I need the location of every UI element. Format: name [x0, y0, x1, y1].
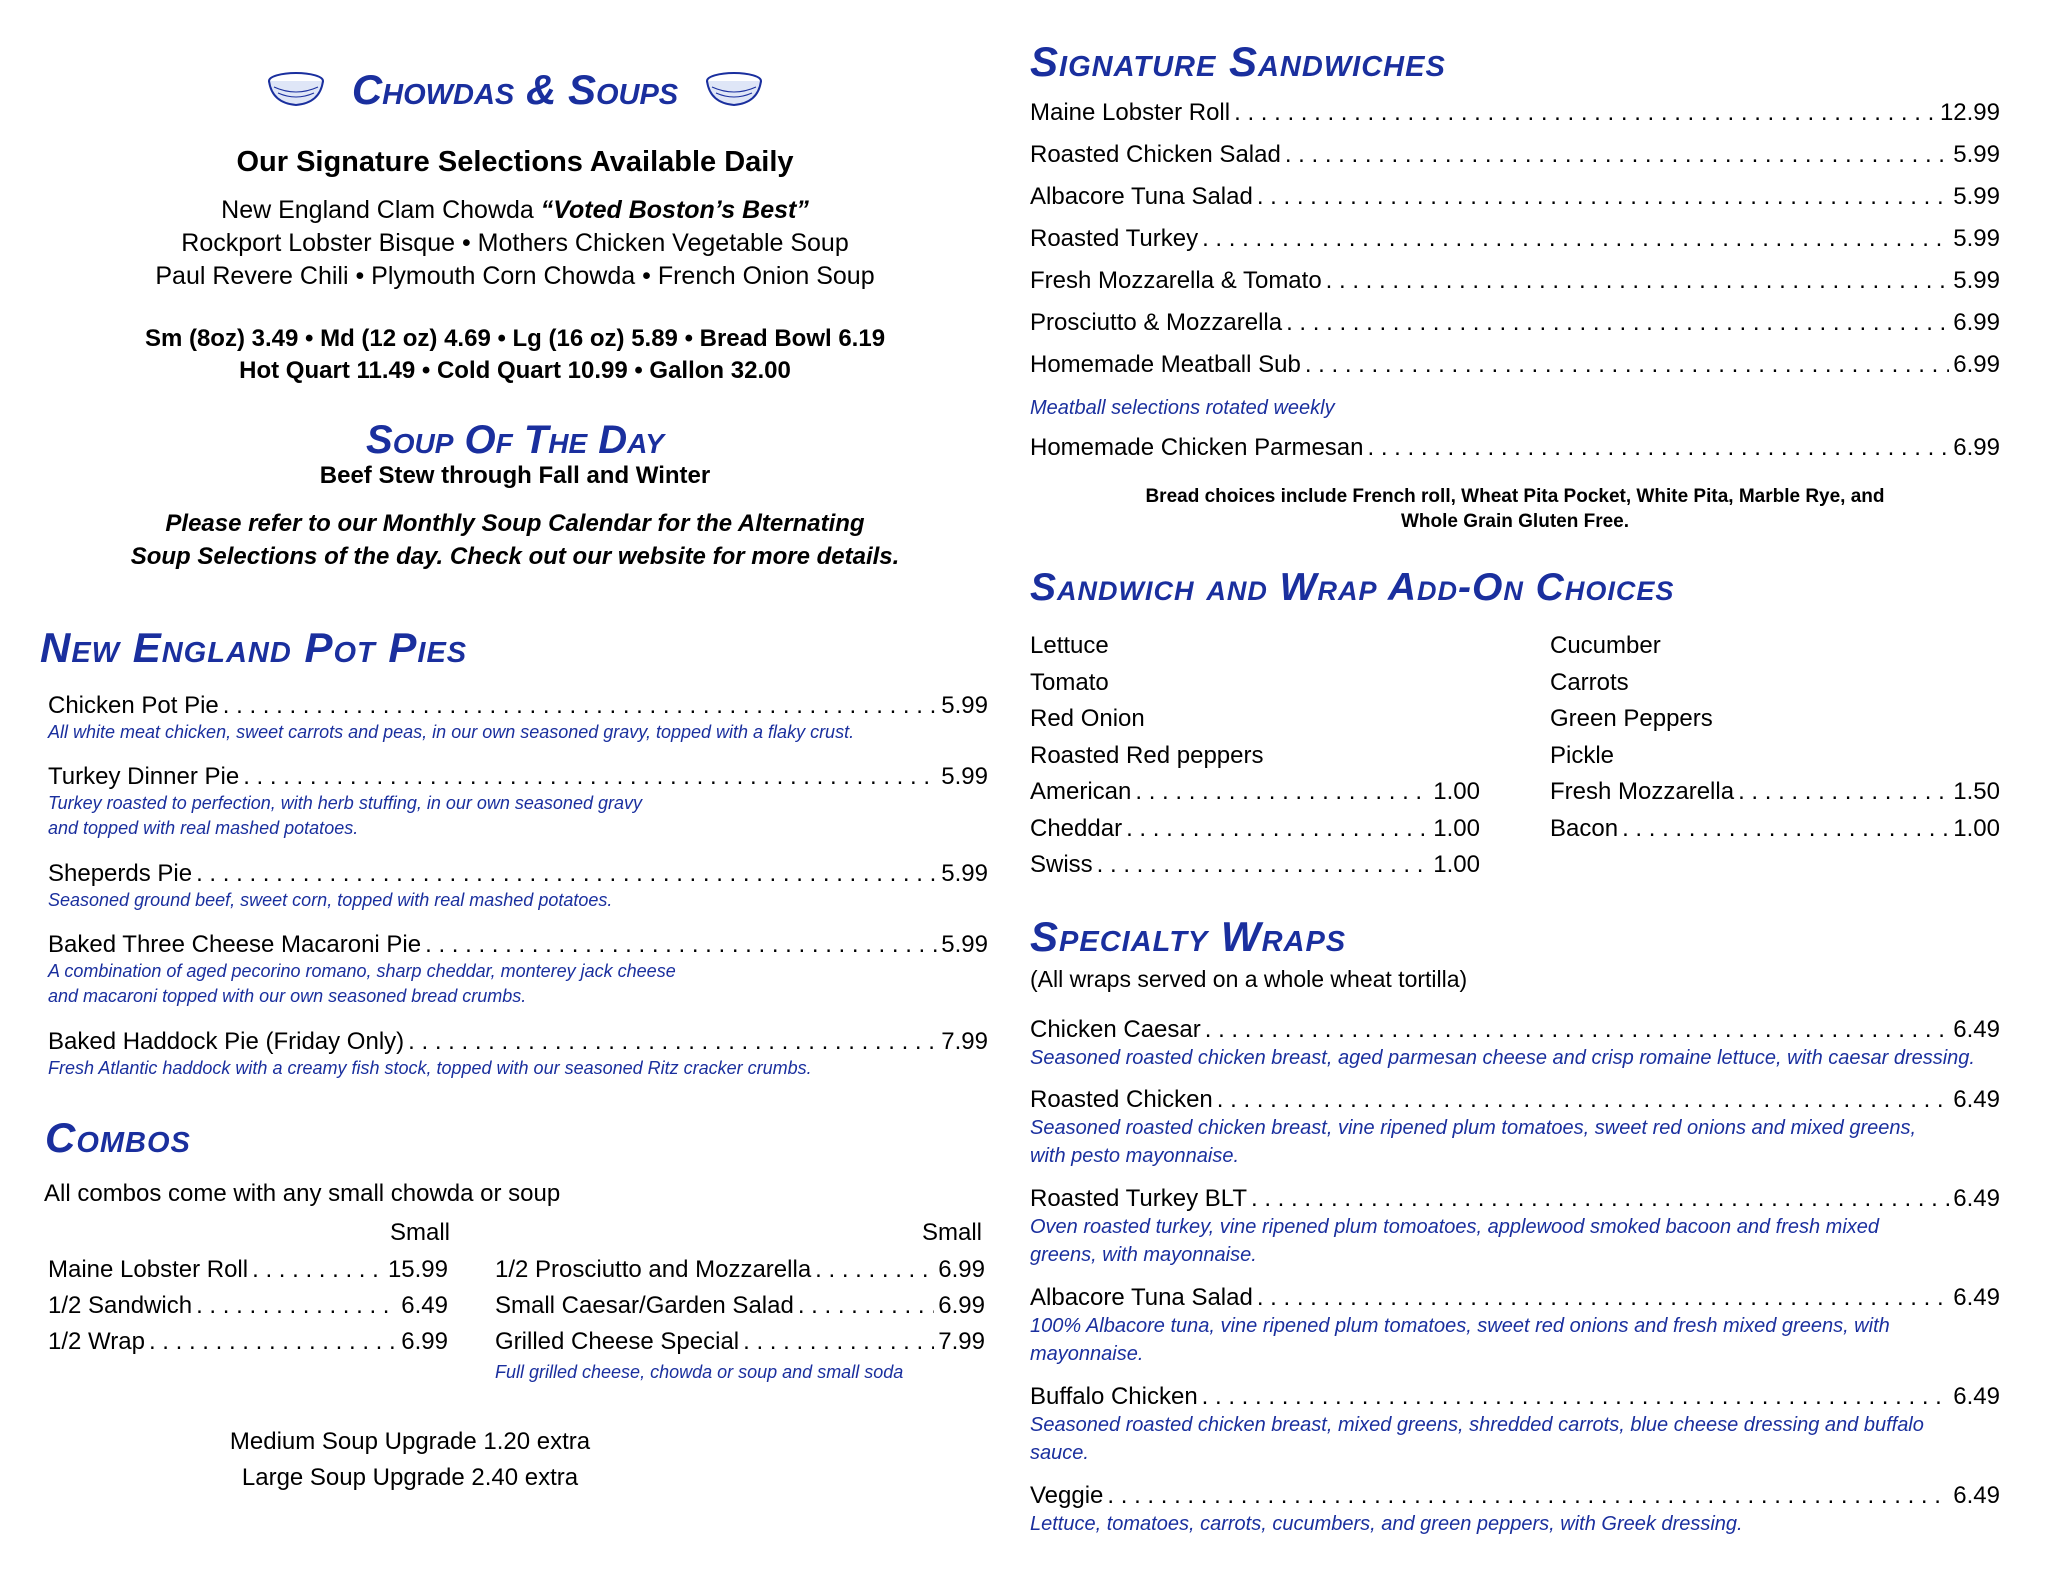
item-desc: with pesto mayonnaise. — [1030, 1145, 1240, 1167]
item-name: Albacore Tuna Salad — [1030, 1284, 1253, 1311]
bread-choices-2: Whole Grain Gluten Free. — [1400, 511, 1630, 532]
wrap-item — [1030, 1383, 2000, 1482]
item-name: 1/2 Sandwich — [48, 1292, 193, 1319]
grilled-cheese-note: Full grilled cheese, chowda or soup and small soda — [495, 1362, 904, 1382]
item-price: 5.99 — [941, 931, 988, 958]
addons-right-list — [1550, 632, 2000, 851]
item-desc: A combination of aged pecorino romano, sharp cheddar, monterey jack cheese — [48, 961, 676, 981]
addon-item: Green Peppers — [1550, 705, 1713, 732]
soup-line-1 — [40, 196, 990, 225]
soup-calendar-note-2: Soup Selections of the day. Check out our website for more details. — [130, 543, 900, 570]
combo-item — [48, 1256, 448, 1292]
pot-pies-list — [48, 692, 988, 1099]
item-name: Albacore Tuna Salad — [1030, 183, 1253, 210]
combo-item — [495, 1292, 985, 1328]
meatball-note: Meatball selections rotated weekly — [1030, 397, 1335, 419]
item-price: 6.49 — [1953, 1284, 2000, 1311]
item-price: 5.99 — [1953, 225, 2000, 252]
item-name: Roasted Turkey BLT — [1030, 1185, 1247, 1212]
signature-heading: Our Signature Selections Available Daily — [236, 146, 794, 178]
medium-upgrade: Medium Soup Upgrade 1.20 extra — [229, 1428, 591, 1455]
addon-item: Pickle — [1550, 741, 1615, 769]
pot-pie-item — [48, 692, 988, 763]
item-price: 15.99 — [387, 1256, 448, 1283]
item-price: 6.49 — [401, 1292, 448, 1319]
item-desc: Oven roasted turkey, vine ripened plum tomoatoes, applewood smoked bacoon and fresh mixed — [1030, 1216, 1880, 1238]
addon-item: Cucumber — [1550, 632, 1661, 659]
wraps-list — [1030, 1016, 2000, 1552]
item-price: 5.99 — [1953, 141, 2000, 168]
pot-pie-item — [48, 860, 988, 931]
sandwich-item — [1030, 183, 2000, 225]
combo-item — [495, 1256, 985, 1292]
item-name: 1/2 Wrap — [48, 1328, 145, 1355]
sandwich-item — [1030, 225, 2000, 267]
wrap-item — [1030, 1086, 2000, 1185]
soup-prices-2: Hot Quart 11.49 • Cold Quart 10.99 • Gallon 32.00 — [239, 357, 791, 384]
large-upgrade: Large Soup Upgrade 2.40 extra — [241, 1464, 579, 1491]
pot-pie-item — [48, 763, 988, 860]
item-price: 6.49 — [1953, 1383, 2000, 1410]
item-name: 1/2 Prosciutto and Mozzarella — [495, 1256, 812, 1283]
item-price: 7.99 — [938, 1328, 985, 1355]
item-name: Chicken Pot Pie — [48, 692, 219, 719]
soup-line-3: Paul Revere Chili • Plymouth Corn Chowda • French Onion Soup — [155, 262, 875, 290]
pot-pie-item — [48, 1028, 988, 1099]
combos-title: Combos — [45, 1114, 191, 1161]
wrap-item — [1030, 1016, 2000, 1086]
pot-pies-title: New England Pot Pies — [40, 624, 468, 671]
item-name: American — [1030, 778, 1132, 805]
item-name: Maine Lobster Roll — [1030, 99, 1231, 126]
item-desc: All white meat chicken, sweet carrots and peas, in our own seasoned gravy, topped with a flaky crust. — [48, 722, 855, 742]
item-name: Prosciutto & Mozzarella — [1030, 309, 1283, 336]
bread-choices-1: Bread choices include French roll, Wheat Pita Pocket, White Pita, Marble Rye, and — [1145, 486, 1885, 507]
item-price: 5.99 — [941, 692, 988, 719]
voted-best-text: “Voted Boston’s Best” — [540, 196, 809, 224]
addon-item: Carrots — [1550, 668, 1629, 696]
soup-prices-1: Sm (8oz) 3.49 • Md (12 oz) 4.69 • Lg (16 oz) 5.89 • Bread Bowl 6.19 — [144, 325, 886, 352]
addon-item: Red Onion — [1030, 705, 1145, 732]
item-name: Buffalo Chicken — [1030, 1383, 1198, 1410]
addon-item: Lettuce — [1030, 632, 1109, 659]
sandwiches-title: Signature Sandwiches — [1030, 38, 1446, 85]
item-desc: Seasoned ground beef, sweet corn, topped with real mashed potatoes. — [48, 890, 613, 910]
item-price: 6.99 — [938, 1256, 985, 1283]
item-desc: Seasoned roasted chicken breast, vine ripened plum tomatoes, sweet red onions and mixed greens, — [1030, 1117, 1917, 1139]
sandwich-item — [1030, 309, 2000, 351]
combos-subtitle: All combos come with any small chowda or soup — [44, 1180, 561, 1207]
sandwich-item — [1030, 351, 2000, 393]
item-name: Swiss — [1030, 851, 1093, 878]
item-price: 6.99 — [1953, 309, 2000, 336]
combo-item — [48, 1292, 448, 1328]
item-price: 12.99 — [1939, 99, 2000, 126]
item-price: 6.49 — [1953, 1086, 2000, 1113]
sandwiches-list — [1030, 99, 2000, 393]
item-name: Homemade Meatball Sub — [1030, 351, 1301, 378]
soup-calendar-note-1: Please refer to our Monthly Soup Calendar for the Alternating — [165, 510, 865, 537]
item-price: 5.99 — [941, 860, 988, 887]
sandwich-item — [1030, 267, 2000, 309]
item-price: 6.49 — [1953, 1482, 2000, 1509]
wrap-item — [1030, 1284, 2000, 1383]
item-name: Fresh Mozzarella — [1550, 778, 1735, 805]
item-desc: Turkey roasted to perfection, with herb stuffing, in our own seasoned gravy — [48, 793, 642, 813]
wraps-subtitle: (All wraps served on a whole wheat tortilla) — [1030, 966, 1468, 992]
item-price: 1.00 — [1433, 851, 1480, 878]
item-name: Roasted Chicken Salad — [1030, 141, 1281, 168]
item-name: Baked Three Cheese Macaroni Pie — [48, 931, 422, 958]
addon-item — [1550, 778, 2000, 815]
item-price: 1.00 — [1433, 814, 1480, 842]
item-name: Small Caesar/Garden Salad — [495, 1292, 794, 1319]
item-price: 7.99 — [941, 1028, 988, 1055]
item-price: 6.99 — [938, 1292, 985, 1319]
clam-chowda-text: New England Clam Chowda — [221, 196, 541, 224]
item-name: Chicken Caesar — [1030, 1016, 1201, 1043]
item-desc: sauce. — [1030, 1442, 1089, 1464]
item-price: 6.49 — [1953, 1016, 2000, 1043]
item-desc: Seasoned roasted chicken breast, aged parmesan cheese and crisp romaine lettuce, with caesar dressing. — [1030, 1047, 1975, 1069]
combos-right-list — [495, 1256, 985, 1385]
addon-item — [1550, 815, 2000, 852]
item-name: Veggie — [1030, 1482, 1104, 1509]
item-name: Roasted Chicken — [1030, 1086, 1213, 1113]
item-desc: mayonnaise. — [1030, 1343, 1144, 1365]
item-name: Baked Haddock Pie (Friday Only) — [48, 1028, 405, 1055]
wraps-title: Specialty Wraps — [1030, 913, 1347, 960]
item-desc: Fresh Atlantic haddock with a creamy fish stock, topped with our seasoned Ritz cracker crumbs. — [48, 1058, 812, 1078]
item-name: Cheddar — [1030, 814, 1123, 842]
item-desc: 100% Albacore tuna, vine ripened plum tomatoes, sweet red onions and fresh mixed greens, with — [1030, 1315, 1890, 1337]
item-price: 1.00 — [1953, 814, 2000, 842]
item-name: Bacon — [1550, 814, 1619, 842]
item-name: Roasted Turkey — [1030, 225, 1199, 252]
soup-bowl-icon — [704, 67, 764, 119]
chowdas-title: Chowdas & Soups — [351, 66, 679, 113]
pot-pie-item — [48, 931, 988, 1028]
item-name: Grilled Cheese Special — [495, 1328, 740, 1355]
addons-title: Sandwich and Wrap Add-On Choices — [1030, 566, 1675, 609]
addon-item — [1030, 815, 1480, 852]
item-price: 5.99 — [1953, 267, 2000, 294]
combos-size-label-right: Small — [922, 1219, 983, 1246]
item-name: Turkey Dinner Pie — [48, 763, 240, 790]
addons-left-list — [1030, 632, 1480, 888]
wrap-item — [1030, 1482, 2000, 1552]
sandwich-item — [1030, 434, 2000, 462]
item-desc: greens, with mayonnaise. — [1030, 1244, 1257, 1266]
soup-line-2: Rockport Lobster Bisque • Mothers Chicken Vegetable Soup — [181, 229, 849, 257]
item-price: 5.99 — [1953, 183, 2000, 210]
item-price: 5.99 — [941, 763, 988, 790]
item-name: Maine Lobster Roll — [48, 1256, 249, 1283]
item-desc: and macaroni topped with our own seasoned bread crumbs. — [48, 986, 527, 1006]
item-name: Sheperds Pie — [48, 860, 193, 887]
addon-item: Tomato — [1030, 668, 1109, 696]
item-price: 1.50 — [1953, 778, 2000, 805]
wrap-item — [1030, 1185, 2000, 1284]
chowdas-header — [40, 66, 990, 119]
combos-left-list — [48, 1256, 448, 1364]
combo-item — [495, 1328, 985, 1360]
sandwich-item — [1030, 141, 2000, 183]
item-price: 6.99 — [1953, 351, 2000, 378]
soup-of-day-title: Soup Of The Day — [366, 418, 664, 462]
combo-item — [48, 1328, 448, 1364]
soup-of-day-subtitle: Beef Stew through Fall and Winter — [319, 462, 711, 489]
item-name: Homemade Chicken Parmesan — [1030, 434, 1364, 461]
combos-size-label-left: Small — [390, 1219, 451, 1246]
item-price: 6.99 — [1953, 434, 2000, 461]
item-desc: and topped with real mashed potatoes. — [48, 818, 359, 838]
item-desc: Lettuce, tomatoes, carrots, cucumbers, and green peppers, with Greek dressing. — [1030, 1513, 1743, 1535]
item-price: 6.99 — [401, 1328, 448, 1355]
sandwich-item — [1030, 99, 2000, 141]
addon-item — [1030, 778, 1480, 815]
item-name: Fresh Mozzarella & Tomato — [1030, 267, 1322, 294]
item-desc: Seasoned roasted chicken breast, mixed greens, shredded carrots, blue cheese dressing and buffalo — [1030, 1414, 1924, 1436]
addon-item: Roasted Red peppers — [1030, 741, 1264, 769]
addon-item — [1030, 851, 1480, 888]
soup-bowl-icon — [266, 67, 326, 119]
item-price: 6.49 — [1953, 1185, 2000, 1212]
parmesan-row — [1030, 434, 2000, 462]
item-price: 1.00 — [1433, 778, 1480, 805]
